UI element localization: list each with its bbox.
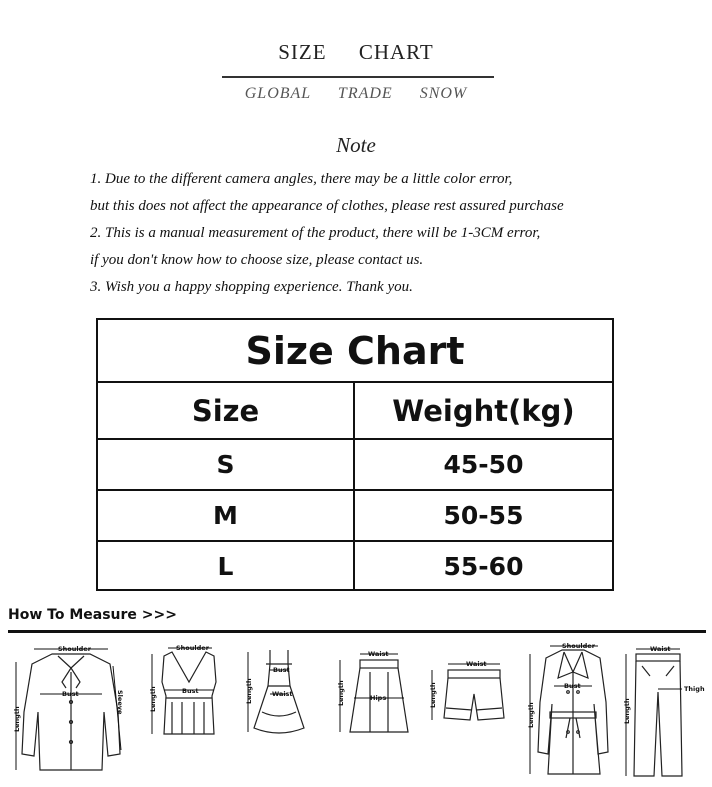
label-hips: Hips	[370, 694, 387, 702]
label-length: Length	[13, 706, 21, 732]
cell-size: M	[98, 491, 355, 540]
label-shoulder: Shoulder	[58, 645, 91, 653]
skirt-illustration	[330, 642, 410, 746]
cell-weight: 50-55	[443, 501, 524, 530]
label-bust: Bust	[62, 690, 79, 698]
blouse-illustration	[10, 642, 132, 786]
cell-weight: 55-60	[443, 552, 524, 581]
note-line-2: but this does not affect the appearance of clothes, please rest assured purchase	[90, 198, 564, 214]
trousers-illustration	[620, 642, 708, 786]
label-bust: Bust	[564, 682, 581, 690]
how-to-measure-heading: How To Measure >>>	[8, 607, 177, 623]
label-waist: Waist	[368, 650, 389, 658]
label-shoulder: Shoulder	[176, 644, 209, 652]
table-row	[98, 540, 612, 591]
label-bust: Bust	[182, 687, 199, 695]
brand-subtitle: GLOBAL TRADE SNOW	[244, 85, 468, 102]
label-length: Length	[429, 682, 437, 708]
header-weight: Weight(kg)	[392, 393, 575, 428]
note-line-4: if you don't know how to choose size, please contact us.	[90, 252, 424, 268]
label-length: Length	[149, 686, 157, 712]
note-line-5: 3. Wish you a happy shopping experience. Thank you.	[90, 279, 413, 295]
trench-coat-illustration	[522, 642, 622, 786]
label-length: Length	[527, 702, 535, 728]
size-chart-table	[96, 318, 614, 591]
label-waist: Waist	[466, 660, 487, 668]
cell-size: L	[98, 542, 355, 591]
label-waist: Waist	[272, 690, 293, 698]
size-chart-title: Size Chart	[245, 328, 465, 373]
table-row	[98, 489, 612, 540]
dress-illustration	[240, 642, 320, 746]
header-size: Size	[98, 383, 355, 438]
label-sleeve: Sleeve	[116, 690, 124, 715]
shorts-illustration	[420, 642, 515, 746]
label-shoulder: Shoulder	[562, 642, 595, 650]
label-length: Length	[245, 678, 253, 704]
note-heading: Note	[336, 133, 376, 157]
title-divider	[222, 76, 494, 78]
label-length: Length	[337, 680, 345, 706]
note-line-1: 1. Due to the different camera angles, there may be a little color error,	[90, 171, 513, 187]
table-row	[98, 438, 612, 489]
note-line-3: 2. This is a manual measurement of the product, there will be 1-3CM error,	[90, 225, 541, 241]
label-thigh: Thigh	[684, 685, 705, 693]
section-divider	[8, 630, 706, 633]
vest-top-illustration	[142, 642, 232, 746]
label-bust: Bust	[273, 666, 290, 674]
page-title: SIZE CHART	[278, 40, 434, 64]
label-waist: Waist	[650, 645, 671, 653]
cell-weight: 45-50	[443, 450, 524, 479]
label-length: Length	[623, 698, 631, 724]
cell-size: S	[98, 440, 355, 489]
table-header-row	[98, 381, 612, 438]
